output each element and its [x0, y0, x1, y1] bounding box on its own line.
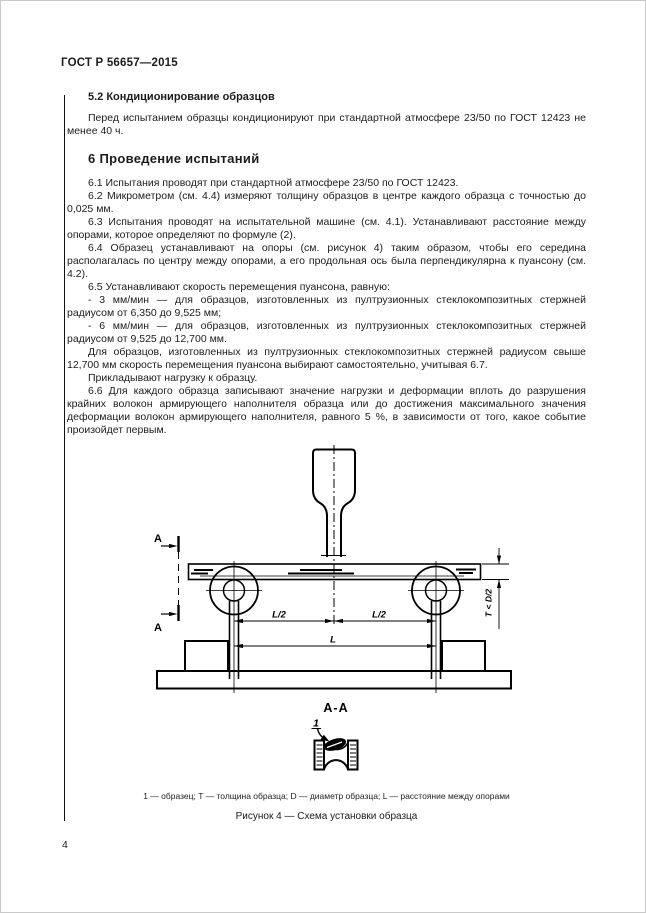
specimen-ref-number: 1 — [313, 717, 319, 730]
dim-label-l2-left: L/2 — [272, 609, 286, 621]
cutting-plane-a-a — [161, 536, 179, 621]
base-plate — [157, 671, 511, 689]
section-letter-top: А — [154, 533, 162, 545]
specimen-cross-section — [323, 736, 347, 752]
figure-caption: Рисунок 4 — Схема установки образца — [235, 811, 418, 822]
left-roller — [210, 567, 258, 615]
paragraph-speed-3: - 3 мм/мин — для образцов, изготовленных из пултрузионных стеклокомпозитных стержней радиусом от 6,350 до 9,525 мм; — [67, 294, 586, 319]
test-setup-diagram — [131, 441, 551, 776]
break-marks — [191, 570, 476, 574]
document-body — [67, 91, 586, 437]
revision-change-bar — [64, 95, 65, 821]
left-support-block — [185, 641, 228, 671]
figure-legend: 1 — образец; T — толщина образца; D — диаметр образца; L — расстояние между опорами — [143, 791, 510, 801]
standard-number-header: ГОСТ Р 56657—2015 — [61, 57, 178, 69]
right-roller — [412, 567, 460, 615]
paragraph-6-3: 6.3 Испытания проводят на испытательной машине (см. 4.1). Устанавливают расстояние между опорами, которое определяют по формуле (2). — [67, 216, 586, 241]
paragraph-6-5: 6.5 Устанавливают скорость перемещения пуансона, равную: — [88, 281, 390, 293]
dim-label-l2-right: L/2 — [372, 609, 386, 621]
paragraph-speed-6: - 6 мм/мин — для образцов, изготовленных из пултрузионных стеклокомпозитных стержней радиусом от 9,525 до 12,700 мм. — [67, 320, 586, 345]
page-number: 4 — [62, 839, 68, 851]
roller-posts — [230, 601, 441, 679]
paragraph-apply-load: Прикладывают нагрузку к образцу. — [88, 372, 258, 384]
roller-centerlines — [206, 561, 464, 693]
setup-front-view — [157, 445, 511, 693]
specimen-bar — [189, 564, 481, 580]
right-support-block — [442, 641, 485, 671]
paragraph-6-1: 6.1 Испытания проводят при стандартной атмосфере 23/50 по ГОСТ 12423. — [88, 177, 459, 189]
paragraph-speed-other: Для образцов, изготовленных из пултрузионных стеклокомпозитных стержней радиусом свыше 12,700 мм скорость перемещения пуансона выбирают самостоятельно, учитывая 6.7. — [67, 346, 586, 371]
section-5-2-paragraph: Перед испытанием образцы кондиционируют при стандартной атмосфере 23/50 по ГОСТ 12423 не менее 40 ч. — [67, 112, 586, 137]
dim-label-l: L — [330, 634, 336, 646]
section-letter-bottom: А — [154, 622, 162, 634]
dim-label-thickness: T < D/2 — [483, 588, 494, 618]
section-view-title: А-А — [323, 701, 349, 715]
paragraph-6-6: 6.6 Для каждого образца записывают значение нагрузки и деформации вплоть до разрушения крайних волокон армирующего наполнителя образца или до достижения максимального значения деформации волокон армирующего наполнителя, равного 5 %, в зависимости от того, какое событие произойдет первым. — [67, 385, 586, 436]
dimension-lines — [234, 548, 509, 646]
section-6-heading: 6 Проведение испытаний — [88, 151, 260, 166]
section-a-a-view — [312, 729, 358, 770]
dimension-arrowheads — [169, 544, 501, 648]
section-5-2-heading: 5.2 Кондиционирование образцов — [88, 91, 275, 103]
punch-outline — [313, 450, 355, 558]
paragraph-6-4: 6.4 Образец устанавливают на опоры (см. рисунок 4) таким образом, чтобы его середина располагалась по центру между опорами, а его продольная ось была перпендикулярна к пуансону (см. 4.2). — [67, 242, 586, 280]
paragraph-6-2: 6.2 Микрометром (см. 4.4) измеряют толщину образцов в центре каждого образца с точностью до 0,025 мм. — [67, 190, 586, 215]
